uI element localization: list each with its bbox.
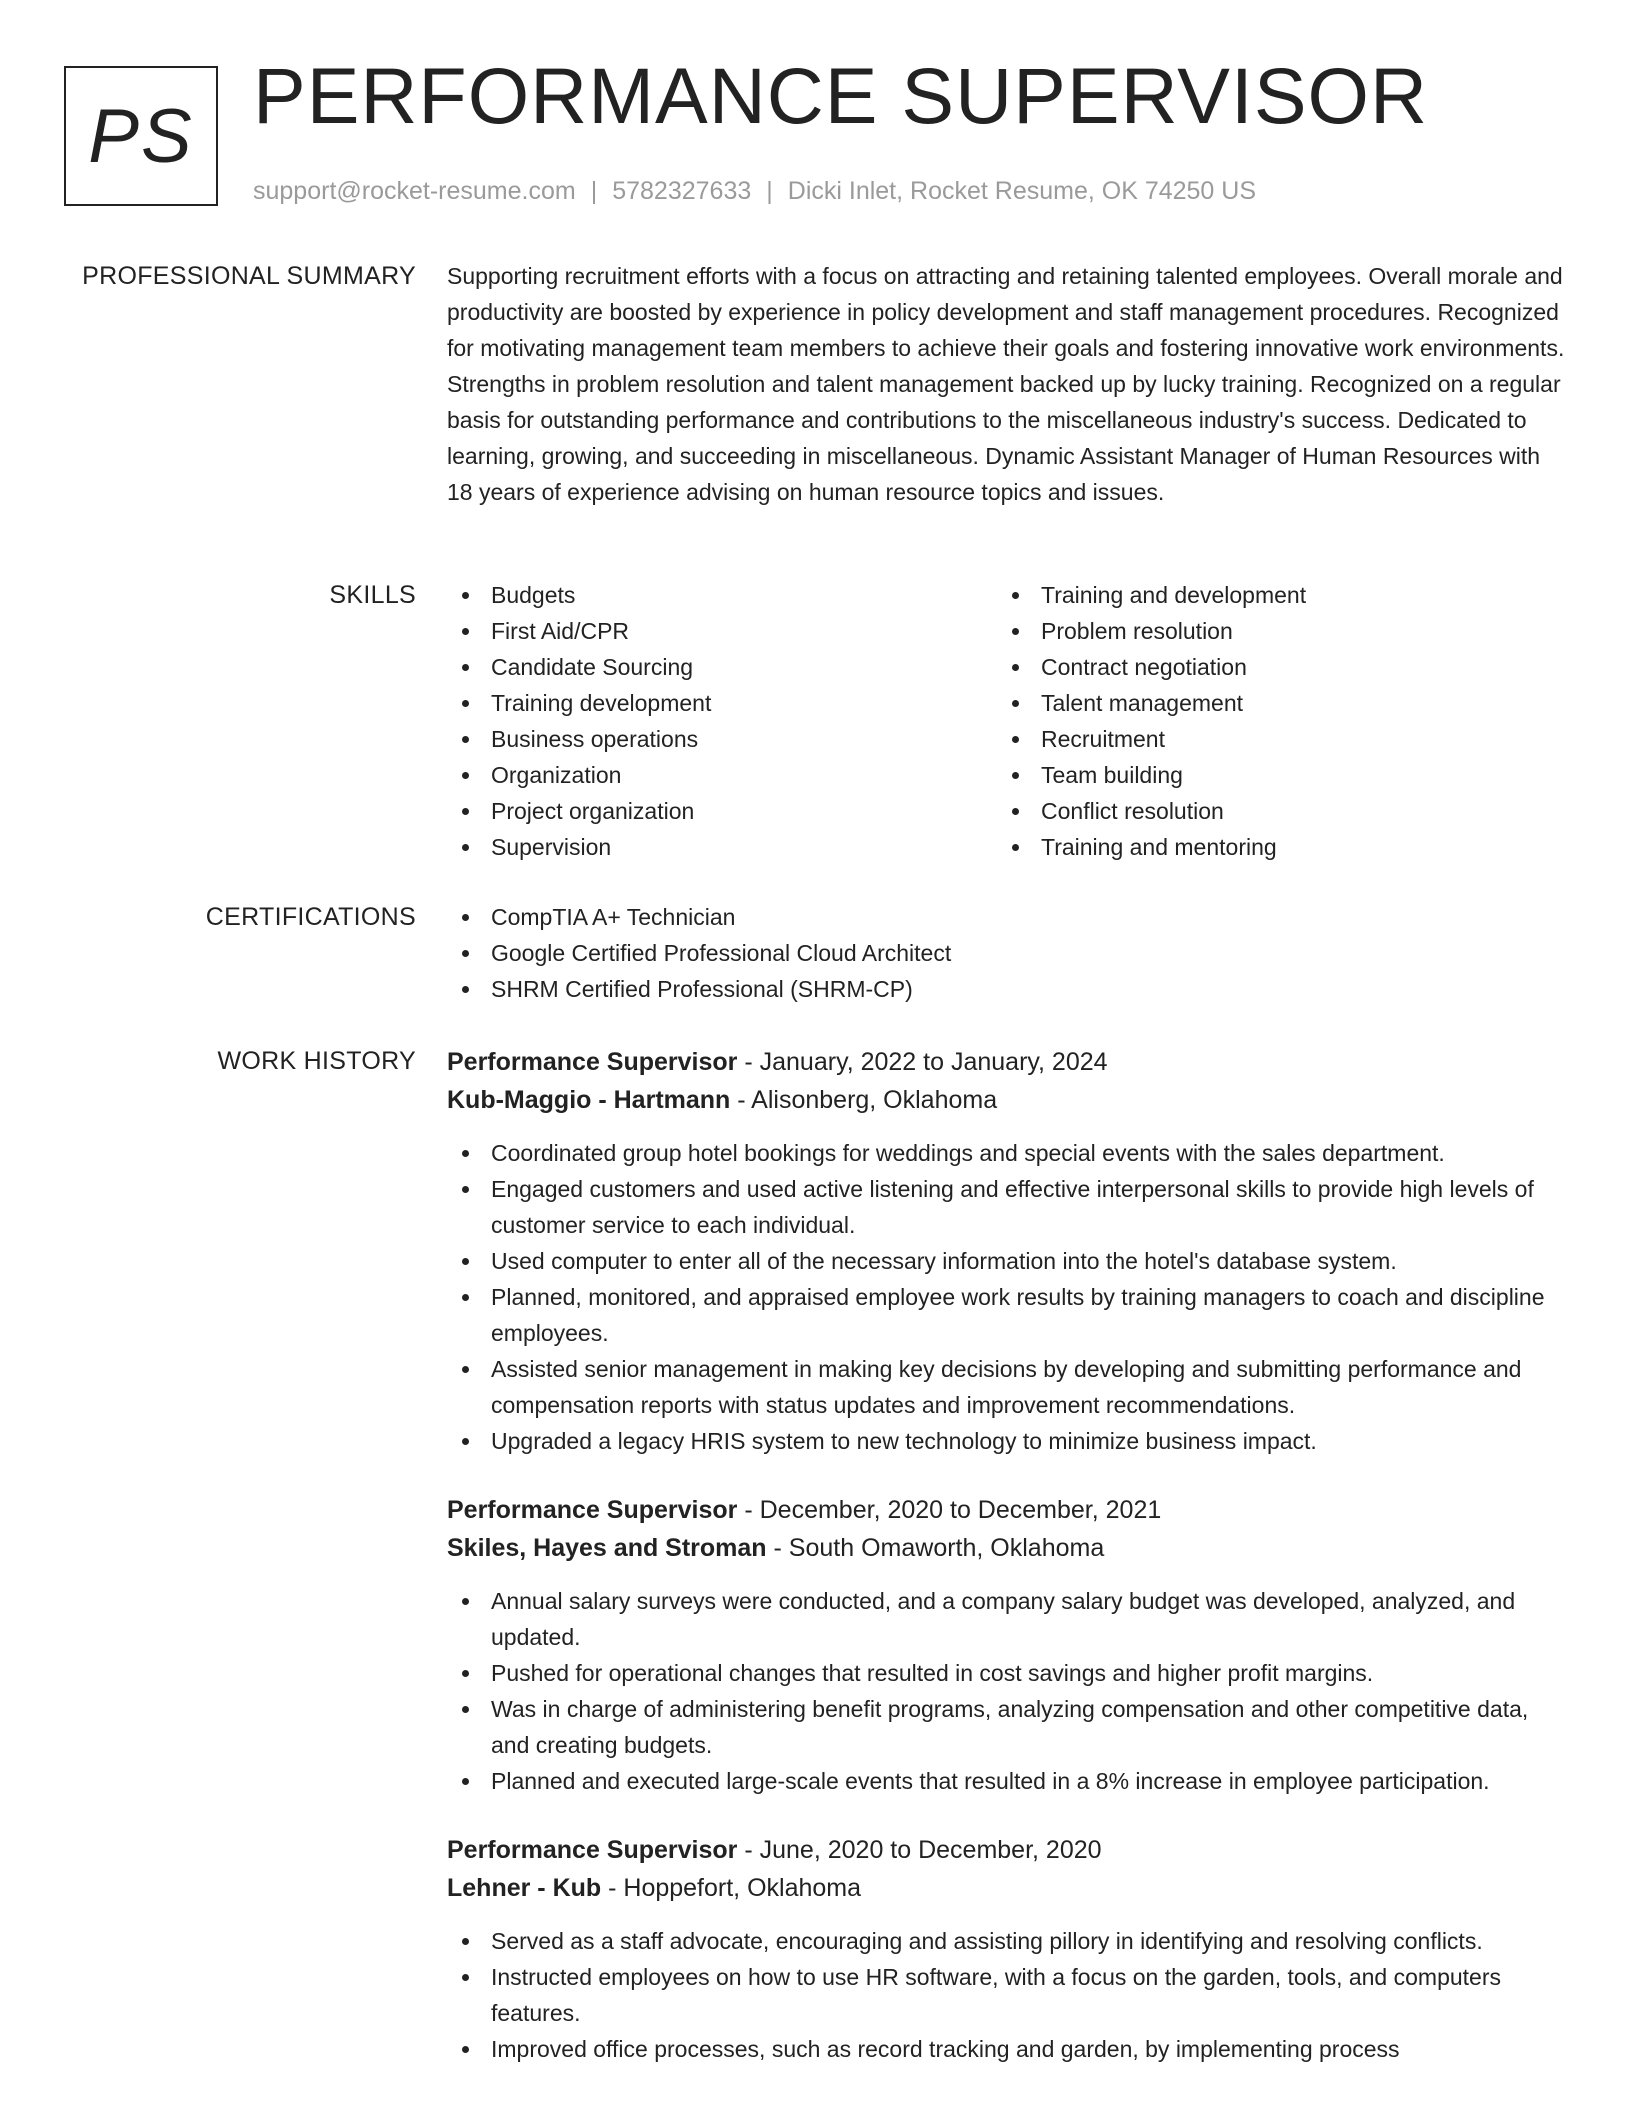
certification-item: Google Certified Professional Cloud Architect — [447, 935, 1567, 971]
job-title: Performance Supervisor — [447, 1048, 738, 1076]
contact-line — [253, 176, 1256, 206]
skill-item: Organization — [447, 757, 997, 793]
contact-separator: | — [590, 177, 598, 205]
job-bullet: Assisted senior management in making key decisions by developing and submitting performance and compensation reports with status updates and improvement recommendations. — [447, 1351, 1567, 1423]
skills-list-right — [997, 577, 1547, 865]
job-bullets — [447, 1583, 1567, 1799]
job-location: - Hoppefort, Oklahoma — [601, 1874, 862, 1902]
job-bullet: Used computer to enter all of the necessary information into the hotel's database system. — [447, 1243, 1567, 1279]
certification-item: SHRM Certified Professional (SHRM-CP) — [447, 971, 1567, 1007]
job-bullet: Coordinated group hotel bookings for weddings and special events with the sales department. — [447, 1135, 1567, 1171]
job-title-line — [447, 1043, 1567, 1081]
monogram-box — [64, 66, 218, 206]
skill-item: Supervision — [447, 829, 997, 865]
job-bullet: Pushed for operational changes that resulted in cost savings and higher profit margins. — [447, 1655, 1567, 1691]
job-dates: - December, 2020 to December, 2021 — [737, 1496, 1162, 1524]
job-entry — [447, 1831, 1567, 2067]
job-title-line — [447, 1831, 1567, 1869]
job-company-line — [447, 1869, 1567, 1907]
job-title: Performance Supervisor — [447, 1836, 738, 1864]
job-bullet: Annual salary surveys were conducted, and a company salary budget was developed, analyzed, and updated. — [447, 1583, 1567, 1655]
job-bullets — [447, 1135, 1567, 1459]
skill-item: Team building — [997, 757, 1547, 793]
job-title-line — [447, 1491, 1567, 1529]
section-label-summary: PROFESSIONAL SUMMARY — [82, 262, 416, 290]
skill-item: Recruitment — [997, 721, 1547, 757]
job-bullet: Engaged customers and used active listening and effective interpersonal skills to provide high levels of customer service to each individual. — [447, 1171, 1567, 1243]
skills-body — [447, 577, 1567, 865]
job-bullet: Upgraded a legacy HRIS system to new technology to minimize business impact. — [447, 1423, 1567, 1459]
job-bullet: Served as a staff advocate, encouraging and assisting pillory in identifying and resolving conflicts. — [447, 1923, 1567, 1959]
job-dates: - January, 2022 to January, 2024 — [737, 1048, 1108, 1076]
job-bullet: Instructed employees on how to use HR software, with a focus on the garden, tools, and computers features. — [447, 1959, 1567, 2031]
summary-text: Supporting recruitment efforts with a focus on attracting and retaining talented employees. Overall morale and productivity are boosted by experience in policy development and staff management procedures. Recognized for motivating management team members to achieve their goals and fostering innovative work environments. Strengths in problem resolution and talent management backed up by lucky training. Recognized on a regular basis for outstanding performance and contributions to the miscellaneous industry's success. Dedicated to learning, growing, and succeeding in miscellaneous. Dynamic Assistant Manager of Human Resources with 18 years of experience advising on human resource topics and issues. — [447, 263, 1565, 505]
skill-item: Business operations — [447, 721, 997, 757]
job-location: - Alisonberg, Oklahoma — [730, 1086, 998, 1114]
work-history-body — [447, 1043, 1567, 2099]
skill-item: Candidate Sourcing — [447, 649, 997, 685]
certification-item: CompTIA A+ Technician — [447, 899, 1567, 935]
skill-item: Talent management — [997, 685, 1547, 721]
job-dates: - June, 2020 to December, 2020 — [737, 1836, 1102, 1864]
skill-item: Problem resolution — [997, 613, 1547, 649]
contact-address: Dicki Inlet, Rocket Resume, OK 74250 US — [787, 177, 1257, 205]
skill-item: Training development — [447, 685, 997, 721]
job-bullet: Planned, monitored, and appraised employee work results by training managers to coach and discipline employees. — [447, 1279, 1567, 1351]
section-label-skills: SKILLS — [329, 581, 416, 609]
job-company: Kub-Maggio - Hartmann — [447, 1086, 731, 1114]
contact-email: support@rocket-resume.com — [253, 177, 576, 205]
job-company-line — [447, 1529, 1567, 1567]
job-bullet: Planned and executed large-scale events that resulted in a 8% increase in employee participation. — [447, 1763, 1567, 1799]
job-bullets — [447, 1923, 1567, 2067]
candidate-name: PERFORMANCE SUPERVISOR — [253, 51, 1429, 140]
section-label-certifications: CERTIFICATIONS — [205, 903, 416, 931]
contact-separator: | — [766, 177, 773, 205]
skill-item: Budgets — [447, 577, 997, 613]
job-bullet: Improved office processes, such as record tracking and garden, by implementing process — [447, 2031, 1567, 2067]
contact-phone: 5782327633 — [612, 177, 752, 205]
job-title: Performance Supervisor — [447, 1496, 738, 1524]
skills-list-left — [447, 577, 997, 865]
skill-item: First Aid/CPR — [447, 613, 997, 649]
skill-item: Conflict resolution — [997, 793, 1547, 829]
section-label-work-history: WORK HISTORY — [217, 1047, 416, 1075]
job-entry — [447, 1043, 1567, 1459]
job-entry — [447, 1491, 1567, 1799]
skill-item: Contract negotiation — [997, 649, 1547, 685]
monogram: PS — [88, 94, 194, 179]
job-company-line — [447, 1081, 1567, 1119]
certifications-list — [447, 899, 1567, 1007]
skill-item: Training and mentoring — [997, 829, 1547, 865]
skill-item: Training and development — [997, 577, 1547, 613]
certifications-body — [447, 899, 1567, 1007]
job-location: - South Omaworth, Oklahoma — [766, 1534, 1105, 1562]
skill-item: Project organization — [447, 793, 997, 829]
job-bullet: Was in charge of administering benefit programs, analyzing compensation and other competitive data, and creating budgets. — [447, 1691, 1567, 1763]
summary-body — [447, 258, 1567, 510]
job-company: Skiles, Hayes and Stroman — [447, 1534, 767, 1562]
job-company: Lehner - Kub — [447, 1874, 602, 1902]
